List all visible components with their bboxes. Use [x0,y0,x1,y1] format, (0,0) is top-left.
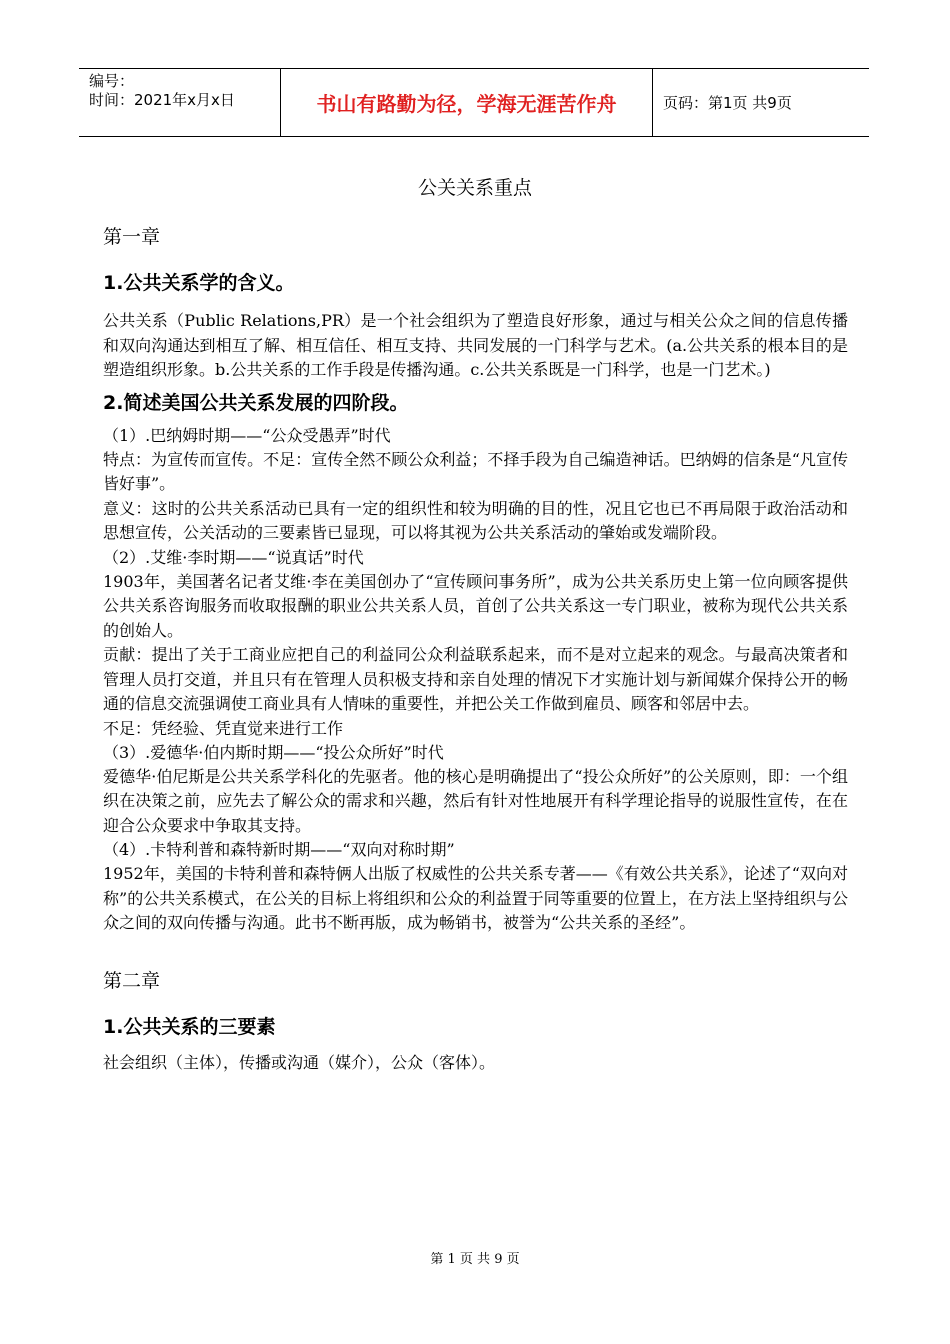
paragraph: 公共关系（Public Relations,PR）是一个社会组织为了塑造良好形象，通过与相关公众之间的信息传播和双向沟通达到相互了解、相互信任、相互支持、共同发展的一门科学与艺术。(a.公共关系的根本目的是塑造组织形象。b.公共关系的工作手段是传播沟通。c.公共关系既是一门科学，也是一门艺术。) [103,311,848,379]
section-heading: 2.简述美国公共关系发展的四阶段。 [103,391,409,414]
document-time-label: 时间：2021年x月x日 [89,91,235,109]
header-page-info: 页码：第1页 共9页 [663,94,792,112]
page-footer: 第 1 页 共 9 页 [430,1252,520,1267]
header-motto: 书山有路勤为径，学海无涯苦作舟 [316,92,617,116]
section-heading: 1.公共关系的三要素 [103,1015,276,1038]
paragraph: 意义：这时的公共关系活动已具有一定的组织性和较为明确的目的性，况且它也已不再局限于政治活动和思想宣传，公关活动的三要素皆已显现，可以将其视为公共关系活动的肇始或发端阶段。 [103,498,848,542]
stage-title: （1）.巴纳姆时期——“公众受愚弄”时代 [103,425,391,445]
document-title: 公关关系重点 [417,177,532,199]
document-number-label: 编号： [89,72,135,90]
paragraph: 1952年，美国的卡特利普和森特俩人出版了权威性的公共关系专著——《有效公共关系》，论述了“双向对称”的公共关系模式，在公关的目标上将组织和公众的利益置于同等重要的位置上，在方法上坚持组织与公众之间的双向传播与沟通。此书不断再版，成为畅销书，被誉为“公共关系的圣经”。 [103,864,848,932]
chapter-1-heading: 第一章 [103,226,161,248]
header-motto-cell [281,69,653,136]
chapter-2-heading: 第二章 [103,969,161,992]
paragraph: 不足：凭经验、凭直觉来进行工作 [103,718,344,738]
paragraph: 特点：为宣传而宣传。不足：宣传全然不顾公众利益；不择手段为自己编造神话。巴纳姆的信条是“凡宣传皆好事”。 [103,449,848,493]
stage-title: （3）.爱德华·伯内斯时期——“投公众所好”时代 [103,742,444,762]
document-header-table [79,68,869,137]
paragraph: 社会组织（主体），传播或沟通（媒介），公众（客体）。 [103,1052,496,1072]
stage-title: （2）.艾维·李时期——“说真话”时代 [103,547,364,567]
paragraph: 贡献：提出了关于工商业应把自己的利益同公众利益联系起来，而不是对立起来的观念。与最高决策者和管理人员打交道，并且只有在管理人员积极支持和亲自处理的情况下才实施计划与新闻媒介保持公开的畅通的信息交流强调使工商业具有人情味的重要性，并把公关工作做到雇员、顾客和邻居中去。 [103,645,848,713]
stage-title: （4）.卡特利普和森特新时期——“双向对称时期” [103,840,455,859]
paragraph: 1903年，美国著名记者艾维·李在美国创办了“宣传顾问事务所”，成为公共关系历史上第一位向顾客提供公共关系咨询服务而收取报酬的职业公共关系人员，首创了公共关系这一专门职业，被称为现代公共关系的创始人。 [103,571,848,640]
paragraph: 爱德华·伯尼斯是公共关系学科化的先驱者。他的核心是明确提出了“投公众所好”的公关原则，即：一个组织在决策之前，应先去了解公众的需求和兴趣，然后有针对性地展开有科学理论指导的说服性宣传，在在迎合公众要求中争取其支持。 [103,766,848,835]
document-body [103,222,848,1075]
header-meta-cell [79,69,281,136]
section-heading: 1.公共关系学的含义。 [103,272,295,294]
